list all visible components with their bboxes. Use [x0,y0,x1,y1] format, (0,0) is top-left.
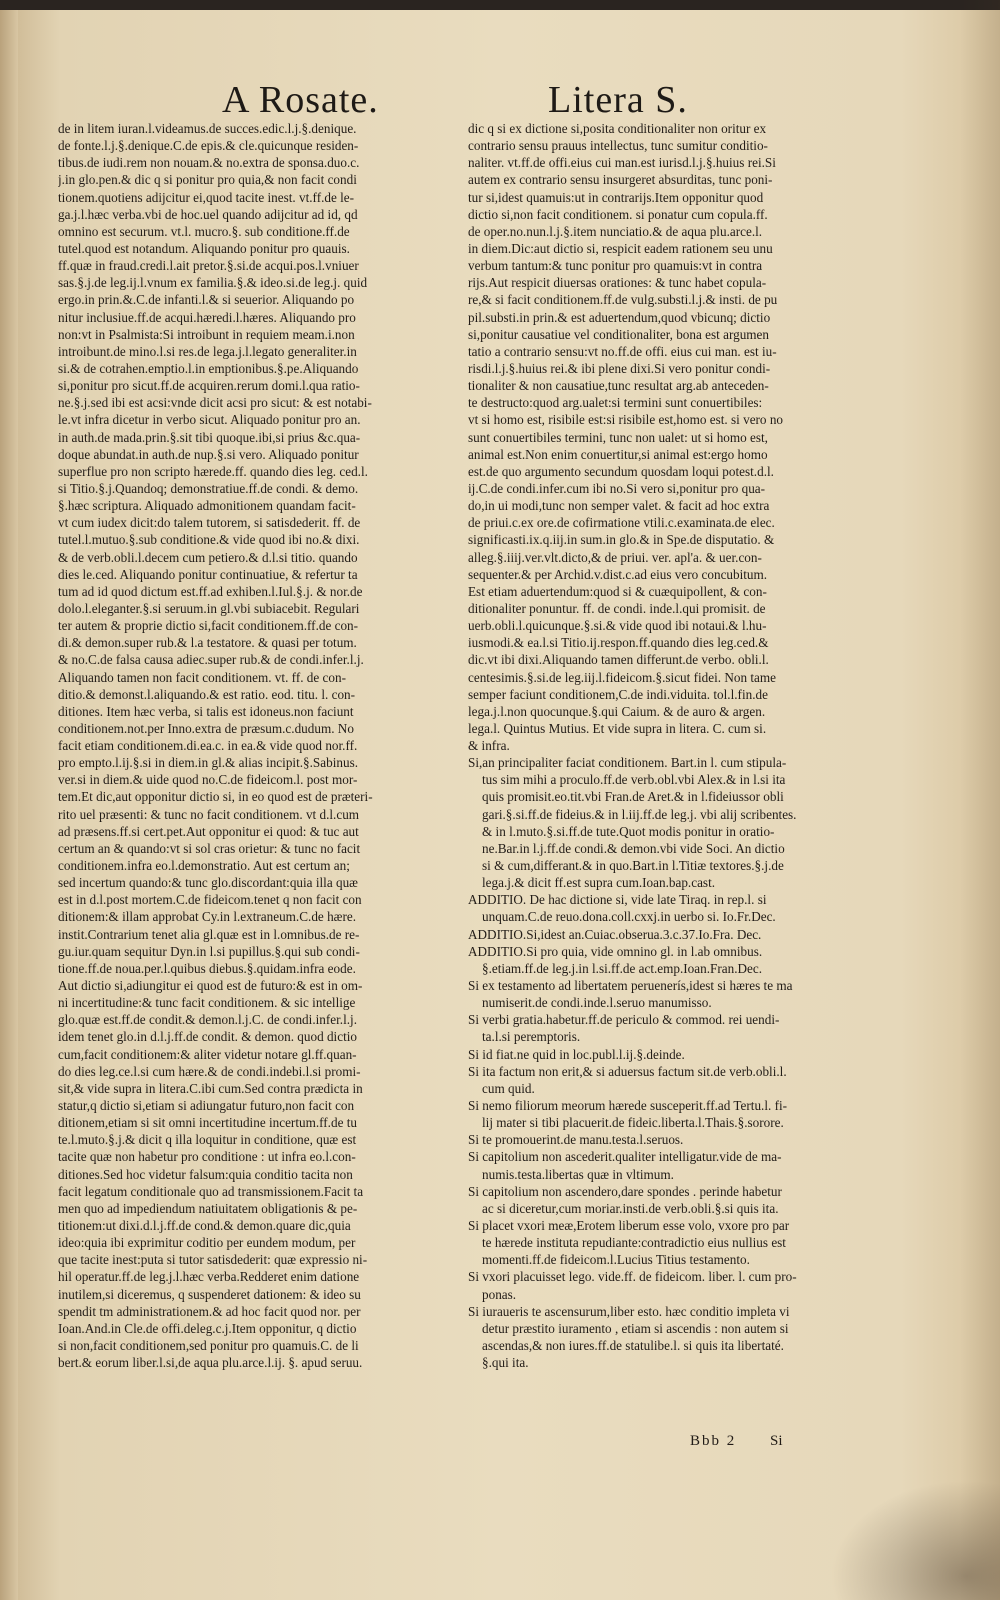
text-line: inutilem,si diceremus, q suspenderet dationem: & ideo su [58,1286,361,1302]
text-line: sequenter.& per Archid.v.dist.c.ad eius vero concubitum. [468,566,768,582]
text-line: conditionem.not.per Inno.extra de præsum.c.dudum. No [58,720,354,736]
entry-line: ac si diceretur,cum moriar.insti.de verb.obli.§.si quis ita. [482,1200,779,1216]
right-column [468,120,868,1371]
text-line: nitur inclusiue.ff.de acqui.hæredi.l.hæres. Aliquando pro [58,309,356,325]
entry-line: Si te promouerint.de manu.testa.l.seruos. [468,1132,684,1148]
text-line: ditio.& demonst.l.aliquando.& est ratio. eod. titu. l. con- [58,686,356,702]
text-line: de priui.c.ex ore.de cofirmatione vtili.c.examinata.de elec. [468,515,775,531]
text-line: tutel.quod est notandum. Aliquando ponitur pro quauis. [58,240,350,256]
text-line: instit.Contrarium tenet alia gl.quæ est in l.omnibus.de re- [58,926,360,942]
page-shadow [960,0,1000,1600]
text-line: pro empto.l.ij.§.si in diem.in gl.& alias incipit.§.Sabinus. [58,755,358,771]
text-line: glo.quæ est.ff.de condit.& demon.l.j.C. de condi.infer.l.j. [58,1012,357,1028]
text-line: men quo ad impediendum natiuitatem obligationis & pe- [58,1200,358,1216]
text-line: tionem.quotiens adijcitur ei,quod tacite inest. vt.ff.de le- [58,189,355,205]
entry-line: numis.testa.libertas quæ in vltimum. [482,1166,674,1182]
text-line: statur,q dictio si,etiam si adiungatur futuro,non facit con [58,1098,355,1114]
entry-line: Si id fiat.ne quid in loc.publ.l.ij.§.deinde. [468,1046,685,1062]
text-line: uerb.obli.l.quicunque.§.si.& vide quod ibi notaui.& l.hu- [468,618,767,634]
index-entry [468,1063,868,1097]
text-line: facit etiam conditionem.di.ea.c. in ea.& vide quod nor.ff. [58,738,358,754]
text-line: ditiones. Item hæc verba, si talis est idoneus.non faciunt [58,703,354,719]
text-line: dictio si,non facit conditionem. si ponatur cum copula.ff. [468,206,768,222]
text-line: sit,& vide supra in litera.C.ibi cum.Sed contra prædicta in [58,1080,363,1096]
text-line: si.& de cotrahen.emptio.l.in emptionibus.§.pe.Aliquando [58,360,359,376]
text-line: contrario sensu prauus intellectus, tunc sumitur conditio- [468,138,768,154]
text-line: verbum tantum:& tunc ponitur pro quamuis:vt in contra [468,258,763,274]
entry-line: Si nemo filiorum meorum hærede susceperit.ff.ad Tertu.l. fi- [468,1098,788,1114]
entry-line: ADDITIO. De hac dictione si, vide late Tiraq. in rep.l. si [468,892,767,908]
text-line: ter autem & proprie dictio si,facit conditionem.ff.de con- [58,618,359,634]
text-line: vt si homo est, risibile est:si risibile est,homo est. si vero no [468,412,784,428]
text-line: do dies leg.ce.l.si cum hære.& de condi.indebi.l.si promi- [58,1063,361,1079]
text-line: est in d.l.post mortem.C.de fideicom.tenet q non facit con [58,892,362,908]
index-entry [468,1268,868,1302]
entry-line: §.qui ita. [482,1355,529,1371]
text-line: si Titio.§.j.Quandoq; demonstratiue.ff.de condi. & demo. [58,480,359,496]
text-line: in diem.Dic:aut dictio si, respicit eadem rationem seu unu [468,240,773,256]
entry-line: Si placet vxori meæ,Erotem liberum esse volo, vxore pro par [468,1218,790,1233]
text-line: tibus.de iudi.rem non nouam.& no.extra de sponsa.duo.c. [58,155,360,171]
entry-line: ADDITIO.Si,idest an.Cuiac.obserua.3.c.37.Io.Fra. Dec. [468,926,762,942]
text-line: sas.§.j.de leg.ij.l.vnum ex familia.§.& ideo.si.de leg.j. quid [58,275,368,291]
text-line: & infra. [468,738,510,754]
text-line: animal est.Non enim conuertitur,si animal est:ergo homo [468,446,768,462]
text-line: & no.C.de falsa causa adiec.super rub.& de condi.infer.l.j. [58,652,364,668]
index-entry [468,1011,868,1045]
entry-line: ta.l.si peremptoris. [482,1029,581,1045]
text-line: cum,facit conditionem:& aliter videtur notare gl.ff.quan- [58,1046,357,1062]
text-line: lega.l. Quintus Mutius. Et vide supra in litera. C. cum si. [468,720,767,736]
binding-margin [0,10,18,1600]
catchword: Si [770,1433,783,1449]
text-line: tione.ff.de noua.per.l.quibus diebus.§.quidam.infra eode. [58,960,356,976]
text-line: di.& demon.super rub.& l.a testatore. & quasi per totum. [58,635,357,651]
text-line: centesimis.§.si.de leg.iij.l.fideicom.§.sicut fidei. Non tame [468,669,777,685]
entry-line: lij mater si tibi placuerit.de fideic.liberta.l.Thais.§.sorore. [482,1115,784,1131]
text-line: doque abundat.in auth.de nup.§.si vero. Aliquado ponitur [58,446,359,462]
text-line: non:vt in Psalmista:Si introibunt in requiem meam.i.non [58,326,355,342]
entry-line: unquam.C.de reuo.dona.coll.cxxj.in uerbo si. Io.Fr.Dec. [482,909,776,925]
index-entry [468,1217,868,1268]
text-line: ditionaliter ponuntur. ff. de condi. inde.l.qui promisit. de [468,600,766,616]
entry-line: momenti.ff.de fideicom.l.Lucius Titius testamento. [482,1252,750,1268]
text-line: si,ponitur causatiue vel conditionaliter, bona est argumen [468,326,769,342]
text-line: introibunt.de mino.l.si res.de lega.j.l.legato generaliter.in [58,343,357,359]
index-entry [468,891,868,925]
text-line: te destructo:quod arg.ualet:si termini sunt conuertibiles: [468,395,763,411]
entry-line: te hærede instituta repudiante:contradictio eius nullius est [482,1235,786,1251]
text-line: re,& si facit conditionem.ff.de vulg.substi.l.j.& insti. de pu [468,292,778,308]
text-line: dolo.l.eleganter.§.si seruum.in gl.vbi subiacebit. Regulari [58,600,360,616]
running-head-right: Litera S. [548,79,688,121]
text-line: j.in glo.pen.& dic q si ponitur pro quia,& non facit condi [58,172,357,188]
text-line: est.de quo argumento secundum quosdam loqui potest.d.l. [468,463,774,479]
index-entry [468,943,868,977]
text-line: si non,facit conditionem,sed ponitur pro quamuis.C. de li [58,1337,359,1353]
text-line: tacite quæ non habetur pro conditione : ut infra eo.l.con- [58,1149,356,1165]
scan-border [0,0,1000,10]
index-entry [468,977,868,1011]
entry-line: tus sim mihi a proculo.ff.de verb.obl.vbi Alex.& in l.si ita [482,772,786,788]
entry-line: ponas. [482,1286,517,1302]
text-line: ga.j.l.hæc verba.vbi de hoc.uel quando adijcitur ad id, qd [58,206,358,222]
entry-line: Si vxori placuisset lego. vide.ff. de fideicom. liber. l. cum pro- [468,1269,797,1285]
index-entry [468,754,868,891]
text-line: ni incertitudine:& tunc facit conditionem. & sic intellige [58,995,356,1011]
entry-line: si & cum,differant.& in quo.Bart.in l.Titiæ textores.§.j.de [482,858,784,874]
text-line: in auth.de mada.prin.§.sit tibi quoque.ibi,si prius &c.qua- [58,429,361,445]
text-line: le.vt infra dicetur in verbo sicut. Aliquado ponitur pro an. [58,412,361,428]
index-entry [468,1131,868,1148]
text-line: que tacite inest:puta si tutor satisdederit: quæ expressio ni- [58,1252,368,1268]
text-line: dic q si ex dictione si,posita conditionaliter non oritur ex [468,121,767,136]
entry-line: §.etiam.ff.de leg.j.in l.si.ff.de act.emp.Ioan.Fran.Dec. [482,960,763,976]
text-line: vt cum iudex dicit:do talem tutorem, si satisdederit. ff. de [58,515,361,531]
entry-line: gari.§.si.ff.de fideius.& in l.iij.ff.de leg.j. vbi alij scribentes. [482,806,797,822]
page-footer [690,1433,783,1450]
text-line: si,ponitur pro sicut.ff.de acquiren.rerum domi.l.qua ratio- [58,378,360,394]
text-line: idem tenet glo.in d.l.j.ff.de condit. & demon. quod dictio [58,1029,357,1045]
entry-line: Si ex testamento ad libertatem peruenerís,idest si hæres te ma [468,978,793,994]
entry-line: cum quid. [482,1080,535,1096]
entry-line: Si verbi gratia.habetur.ff.de periculo & commod. rei uendi- [468,1012,780,1028]
text-line: rito uel præsenti: & tunc no facit conditionem. vt d.l.cum [58,806,360,822]
text-line: certum an & quando:vt si sol cras orietur: & tunc no facit [58,840,361,856]
corner-stain [830,1480,1000,1600]
text-line: rijs.Aut respicit diuersas orationes: & tunc habet copula- [468,275,767,291]
text-line: spendit tm administrationem.& ad hoc facit quod nor. per [58,1303,361,1319]
text-line: tur si,idest quamuis:ut in contrarijs.Item opponitur quod [468,189,764,205]
signature-mark: Bbb 2 [690,1433,737,1449]
entry-line: Si iuraueris te ascensurum,liber esto. hæc conditio impleta vi [468,1303,790,1319]
text-line: Aut dictio si,adiungitur ei quod est de futuro:& est in om- [58,978,363,994]
entry-line: ascendas,& non iures.ff.de statulibe.l. si quis ita libertaté. [482,1337,784,1353]
text-line: tionaliter & non causatiue,tunc resultat arg.ab anteceden- [468,378,769,394]
text-line: superflue pro non scripto hærede.ff. quando dies leg. ced.l. [58,463,368,479]
entry-line: Si,an principaliter faciat conditionem. Bart.in l. cum stipula- [468,755,787,771]
text-line: ditionem,etiam si sit omni incertitudine incertum.ff.de tu [58,1115,357,1131]
text-line: hil operatur.ff.de leg.j.l.hæc verba.Redderet enim datione [58,1269,360,1285]
entry-line: ne.Bar.in l.j.ff.de condi.& demon.vbi vide Soci. An dictio [482,840,785,856]
entry-line: Si capitolium non ascendero,dare spondes . perinde habetur [468,1183,782,1199]
text-line: tum ad id quod dictum est.ff.ad exhiben.l.Iul.§.j. & nor.de [58,583,363,599]
entry-line: quis promisit.eo.tit.vbi Fran.de Aret.& in l.fideiussor obli [482,789,784,805]
text-line: dies le.ced. Aliquando ponitur continuatiue, & refertur ta [58,566,358,582]
text-line: titionem:ut dixi.d.l.j.ff.de cond.& demon.quare dic,quia [58,1218,351,1233]
text-line: tem.Et dic,aut opponitur dictio si, in eo quod est de præteri- [58,789,373,805]
text-line: sunt conuertibiles termini, tunc non ualet: ut si homo est, [468,429,768,445]
text-line: ideo:quia ibi exprimitur coditio per eundem modum, per [58,1235,356,1251]
index-entry [468,1303,868,1372]
text-line: significasti.ix.q.iij.in sum.in glo.& in Spe.de disputatio. & [468,532,775,548]
text-line: ditiones.Sed hoc videtur falsum:quia conditio tacita non [58,1166,353,1182]
entry-line: numiserit.de condi.inde.l.seruo manumisso. [482,995,712,1011]
text-line: ij.C.de condi.infer.cum ibi no.Si vero si,ponitur pro qua- [468,480,766,496]
text-line: de fonte.l.j.§.denique.C.de epis.& cle.quicunque residen- [58,138,359,154]
entry-line: lega.j.& dicit ff.est supra cum.Ioan.bap.cast. [482,875,716,891]
text-line: dic.vt ibi dixi.Aliquando tamen differunt.de verbo. obli.l. [468,652,769,668]
text-line: ff.quæ in fraud.credi.l.ait pretor.§.si.de acqui.pos.l.vniuer [58,258,359,274]
text-line: naliter. vt.ff.de offi.eius cui man.est iurisd.l.j.§.huius rei.Si [468,155,776,171]
text-line: de in litem iuran.l.videamus.de succes.edic.l.j.§.denique. [58,121,357,136]
text-line: ad præsens.ff.si cert.pet.Aut opponitur ei quod: & tuc aut [58,823,359,839]
text-line: do,in ui modi,tunc non semper valet. & facit ad hoc extra [468,498,770,514]
text-line: Ioan.And.in Cle.de offi.deleg.c.j.Item opponitur, q dictio [58,1320,357,1336]
entry-line: detur præstito iuramento , etiam si ascendis : non autem si [482,1320,789,1336]
text-line: risdi.l.j.§.huius rei.& ibi plene dixi.Si vero ponitur condi- [468,360,771,376]
left-column [58,120,458,1371]
index-entry [468,1148,868,1182]
text-line: ver.si in diem.& uide quod no.C.de fideicom.l. post mor- [58,772,358,788]
text-line: ergo.in prin.&.C.de infanti.l.& si seuerior. Aliquando po [58,292,355,308]
text-line: de oper.no.nun.l.j.§.item nunciatio.& de aqua plu.arce.l. [468,223,763,239]
text-line: tatio a contrario sensu:vt no.ff.de offi. eius cui man. est iu- [468,343,777,359]
text-line: & de verb.obli.l.decem cum petiero.& d.l.si titio. quando [58,549,358,565]
text-line: ditionem:& illam approbat Cy.in l.extraneum.C.de hære. [58,909,356,925]
text-line: §.hæc scriptura. Aliquado admonitionem quandam facit- [58,498,356,514]
text-line: gu.iur.quam sequitur Dyn.in l.si pupillus.§.qui sub condi- [58,943,360,959]
text-line: facit legatum conditionale quo ad transmissionem.Facit ta [58,1183,364,1199]
index-entry [468,926,868,943]
entry-line: Si capitolium non ascederit.qualiter intelligatur.vide de ma- [468,1149,782,1165]
index-entry [468,1097,868,1131]
text-line: sed incertum quando:& tunc glo.discordant:quia illa quæ [58,875,358,891]
text-line: lega.j.l.non quocunque.§.qui Caium. & de auro & argen. [468,703,766,719]
text-line: iusmodi.& ea.l.si Titio.ij.respon.ff.quando dies leg.ced.& [468,635,769,651]
text-line: semper faciunt conditionem,C.de indi.viduita. tol.l.fin.de [468,686,768,702]
index-entry [468,1183,868,1217]
entry-line: ADDITIO.Si pro quia, vide omnino gl. in l.ab omnibus. [468,943,763,959]
index-entry [468,1046,868,1063]
text-line: tutel.l.mutuo.§.sub conditione.& vide quod ibi no.& dixi. [58,532,360,548]
running-head-left: A Rosate. [222,79,379,121]
entry-line: Si ita factum non erit,& si aduersus factum sit.de verb.obli.l. [468,1063,787,1079]
text-line: bert.& eorum liber.l.si,de aqua plu.arce.l.ij. §. apud seruu. [58,1355,363,1371]
text-line: ne.§.j.sed ibi est acsi:vnde dicit acsi pro sicut: & est notabi- [58,395,372,411]
text-line: alleg.§.iiij.ver.vlt.dicto,& de priui. ver. apl'a. & uer.con- [468,549,762,565]
text-line: autem ex contrario sensu insurgeret absurditas, tunc poni- [468,172,773,188]
text-line: Est etiam aduertendum:quod si & cuæquipollent, & con- [468,583,767,599]
text-line: Aliquando tamen non facit conditionem. vt. ff. de con- [58,669,346,685]
entry-line: & in l.muto.§.si.ff.de tute.Quot modis ponitur in oratio- [482,823,775,839]
text-line: pil.substi.in prin.& est aduertendum,quod vbicunq; dictio [468,309,771,325]
text-line: conditionem.infra eo.l.demonstratio. Aut est certum an; [58,858,350,874]
text-line: te.l.muto.§.j.& dicit q illa loquitur in conditione, quæ est [58,1132,357,1148]
text-line: omnino est securum. vt.l. mucro.§. sub conditione.ff.de [58,223,350,239]
